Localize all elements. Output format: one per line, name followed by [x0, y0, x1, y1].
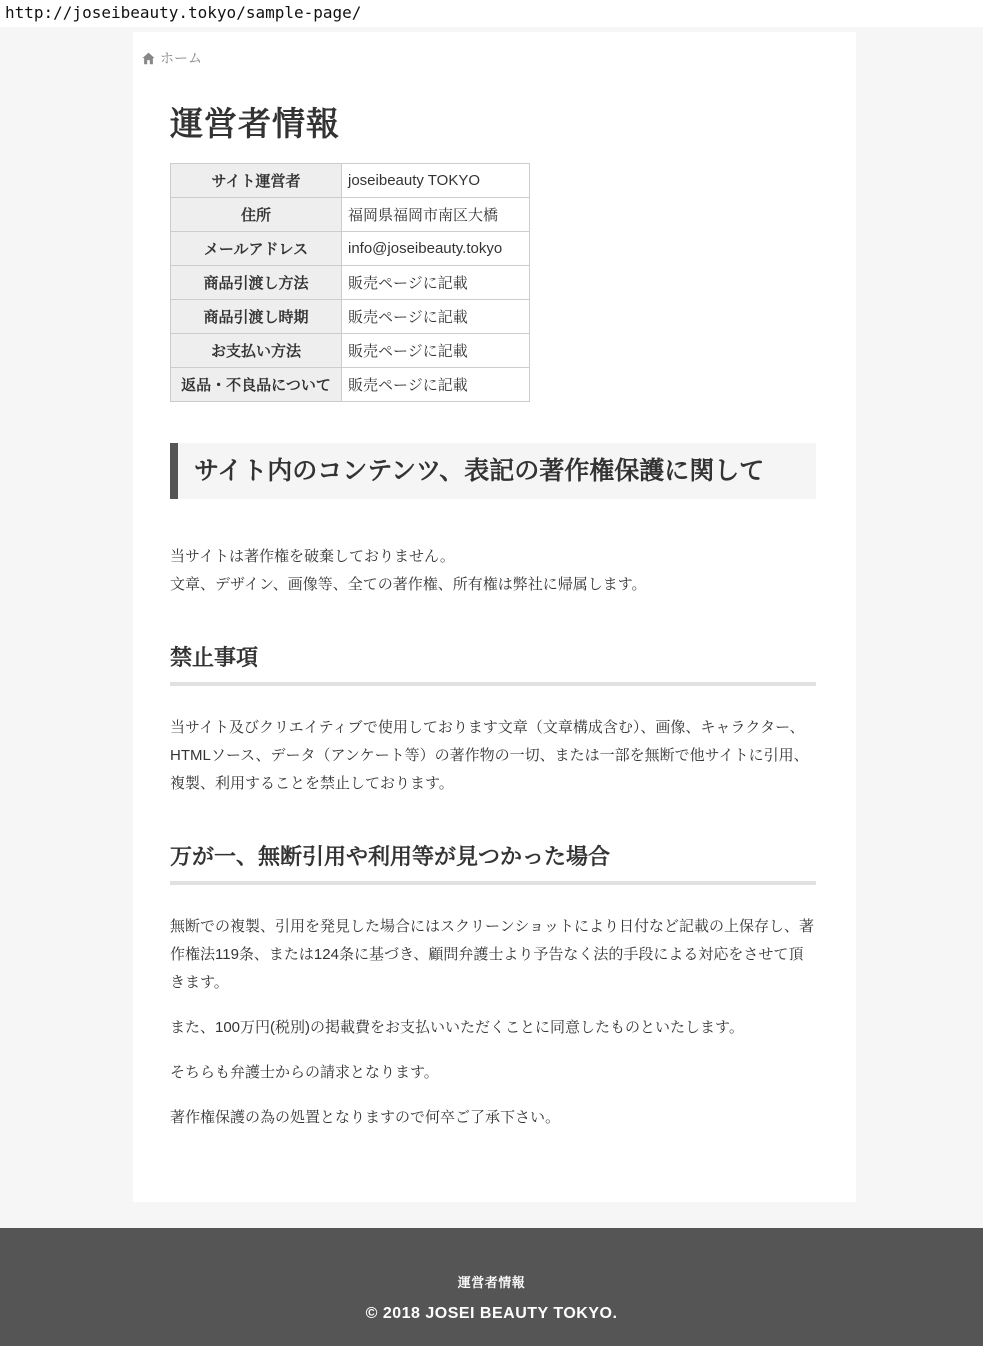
- table-row: [171, 164, 530, 198]
- breadcrumb: [142, 48, 849, 68]
- table-row-label: 返品・不良品について: [171, 368, 342, 402]
- table-row: [171, 300, 530, 334]
- table-row: [171, 266, 530, 300]
- table-row-value: 販売ページに記載: [342, 300, 530, 334]
- content-card: [133, 32, 856, 1202]
- table-row: [171, 232, 530, 266]
- violation-paragraph-4: 著作権保護の為の処置となりますので何卒ご了承下さい。: [170, 1109, 561, 1126]
- table-row-label: 商品引渡し方法: [171, 266, 342, 300]
- footer-site-title-link[interactable]: 運営者情報: [457, 1275, 526, 1290]
- breadcrumb-home-label: ホーム: [160, 50, 202, 66]
- table-row-value: 販売ページに記載: [342, 266, 530, 300]
- section-heading-violation: 万が一、無断引用や利用等が見つかった場合: [170, 840, 816, 885]
- table-row-value: 販売ページに記載: [342, 334, 530, 368]
- violation-paragraph-1: 無断での複製、引用を発見した場合にはスクリーンショットにより日付など記載の上保存し、著作権法119条、または124条に基づき、顧問弁護士より予告なく法的手段による対応をさせて頂きます。: [170, 918, 815, 991]
- copyright-paragraph: [170, 543, 816, 599]
- home-icon: [142, 52, 155, 65]
- table-row-value: 販売ページに記載: [342, 368, 530, 402]
- table-row-label: メールアドレス: [171, 232, 342, 266]
- main-content: [140, 98, 849, 1132]
- page-title: 運営者情報: [170, 105, 340, 142]
- site-footer: [0, 1228, 983, 1346]
- violation-paragraph-2: また、100万円(税別)の掲載費をお支払いいただくことに同意したものといたします。: [170, 1019, 744, 1036]
- page-background: [0, 27, 983, 1228]
- table-row-label: 住所: [171, 198, 342, 232]
- copyright-line-1: 当サイトは著作権を破棄しておりません。: [170, 548, 455, 565]
- violation-paragraph-3: そちらも弁護士からの請求となります。: [170, 1064, 439, 1081]
- table-row: [171, 198, 530, 232]
- copyright-line-2: 文章、デザイン、画像等、全ての著作権、所有権は弊社に帰属します。: [170, 576, 647, 593]
- table-row-value: joseibeauty TOKYO: [342, 164, 530, 198]
- operator-info-table: [170, 163, 530, 402]
- browser-url-text: http://joseibeauty.tokyo/sample-page/: [0, 0, 983, 27]
- footer-copyright: © 2018 JOSEI BEAUTY TOKYO.: [365, 1305, 618, 1322]
- table-row: [171, 368, 530, 402]
- section-heading-copyright: サイト内のコンテンツ、表記の著作権保護に関して: [170, 443, 816, 499]
- table-row-value: 福岡県福岡市南区大橋: [342, 198, 530, 232]
- table-row-label: お支払い方法: [171, 334, 342, 368]
- table-row: [171, 334, 530, 368]
- table-row-label: サイト運営者: [171, 164, 342, 198]
- table-row-value: info@joseibeauty.tokyo: [342, 232, 530, 266]
- section-heading-prohibited: 禁止事項: [170, 641, 816, 686]
- breadcrumb-home-link[interactable]: [142, 48, 202, 68]
- prohibited-paragraph: 当サイト及びクリエイティブで使用しております文章（文章構成含む）、画像、キャラクター、HTMLソース、データ（アンケート等）の著作物の一切、または一部を無断で他サイトに引用、複製、利用することを禁止しております。: [170, 719, 809, 792]
- table-row-label: 商品引渡し時期: [171, 300, 342, 334]
